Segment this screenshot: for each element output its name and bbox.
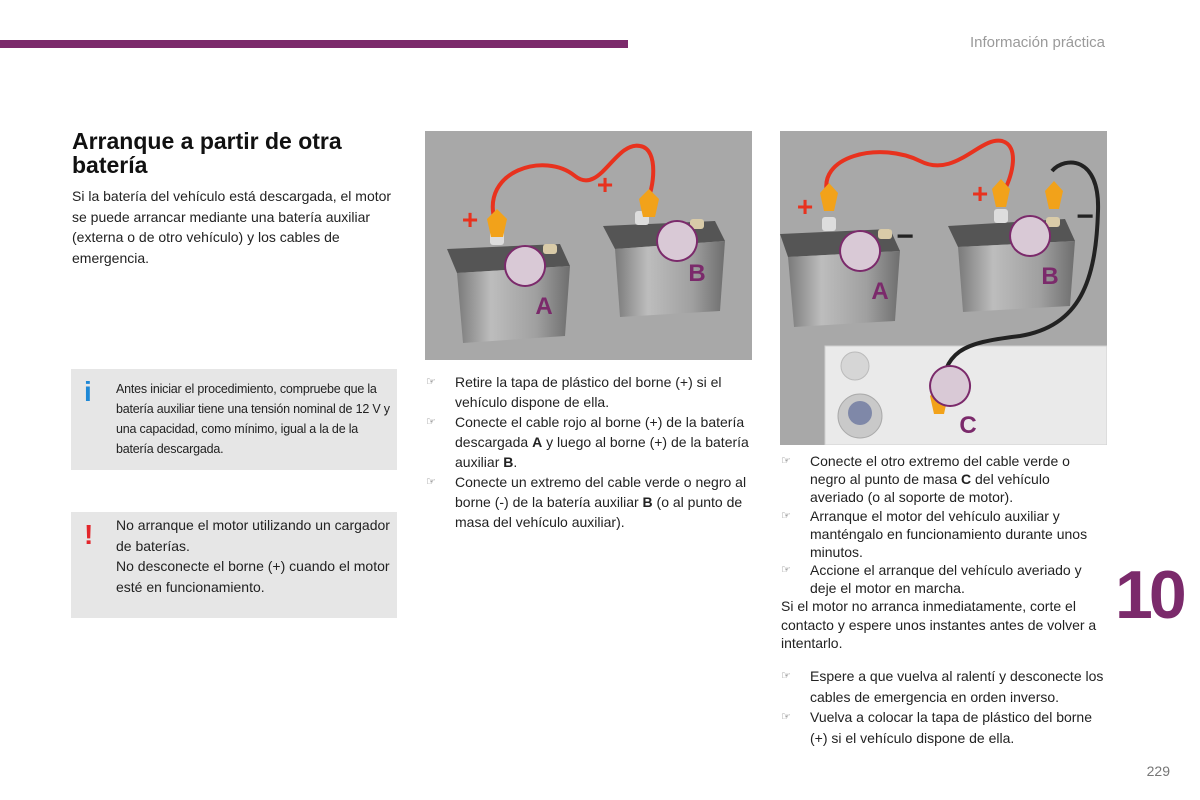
step-text: Conecte un extremo del cable verde o negro al borne (-) de la batería auxiliar <box>455 474 747 510</box>
step-text: Conecte el otro extremo del cable verde o negro al punto de masa <box>810 453 1070 488</box>
list-item <box>781 666 1111 707</box>
list-item <box>426 412 756 472</box>
figure-batteries-red-cable <box>425 131 752 360</box>
pointing-hand-icon: ☞ <box>781 509 791 522</box>
label-a: A <box>871 278 889 305</box>
warning-line-2: No desconecte el borne (+) cuando el motor esté en funcionamiento. <box>116 558 390 595</box>
pointing-hand-icon: ☞ <box>781 670 791 682</box>
info-note-box <box>71 369 397 470</box>
list-item <box>426 472 756 532</box>
step-text: Conecte el cable rojo al borne (+) de la batería descargada <box>455 414 745 450</box>
pointing-hand-icon: ☞ <box>781 711 791 723</box>
pointing-hand-icon: ☞ <box>426 376 436 388</box>
step-text: . <box>513 454 518 470</box>
section-title: Información práctica <box>969 34 1105 51</box>
list-item <box>781 452 1101 507</box>
battery-b <box>603 211 725 317</box>
step-text: y luego al borne (+) de la batería auxiliar <box>455 434 749 470</box>
figure-batteries-ground-point <box>780 131 1107 445</box>
pointing-hand-icon: ☞ <box>426 476 436 488</box>
battery-ref: B <box>642 494 653 510</box>
list-item <box>426 372 756 412</box>
step-text: (o al punto de masa del vehículo auxiliar). <box>455 494 743 530</box>
list-item <box>781 507 1101 562</box>
step-text: Espere a que vuelva al ralentí y desconecte los cables de emergencia en orden inverso. <box>810 668 1104 705</box>
label-a: A <box>535 293 553 320</box>
intro-paragraph: Si la batería del vehículo está descargada, el motor se puede arrancar mediante una batería auxiliar (externa o de otro vehículo) y los cables de emergencia. <box>72 188 392 266</box>
list-item <box>781 561 1101 597</box>
pointing-hand-icon: ☞ <box>781 455 791 467</box>
pointing-hand-icon: ☞ <box>426 416 436 428</box>
step-text: Arranque el motor del vehículo auxiliar y manténgalo en funcionamiento durante unos minutos. <box>810 507 1088 561</box>
ground-ref: C <box>961 471 972 488</box>
minus-sign-b: − <box>1076 200 1094 233</box>
warning-icon: ! <box>84 519 94 550</box>
warning-line-1: No arranque el motor utilizando un cargador de baterías. <box>116 517 390 554</box>
warning-note-box <box>71 512 397 618</box>
retry-note: Si el motor no arranca inmediatamente, corte el contacto y espere unos instantes antes de volver a intentarlo. <box>781 598 1097 651</box>
plus-sign-a: + <box>796 191 814 222</box>
info-note-text: Antes iniciar el procedimiento, compruebe que la batería auxiliar tiene una tensión nominal de 12 V y una capacidad, como mínimo, igual a la de la batería descargada. <box>116 382 390 456</box>
battery-a <box>780 217 900 327</box>
steps-list-2 <box>781 452 1101 598</box>
plus-sign-b: + <box>971 178 989 209</box>
pointing-hand-icon: ☞ <box>781 564 791 577</box>
label-c: C <box>959 412 977 439</box>
step-text: Vuelva a colocar la tapa de plástico del borne (+) si el vehículo dispone de ella. <box>810 709 1092 746</box>
battery-ref: A <box>532 434 543 450</box>
step-text: Accione el arranque del vehículo averiado y deje el motor en marcha. <box>810 562 1082 597</box>
label-b: B <box>688 260 706 287</box>
step-text: del vehículo averiado (o al soporte de motor). <box>810 471 1050 506</box>
battery-ref: B <box>503 454 514 470</box>
minus-sign-a: − <box>896 220 914 253</box>
steps-list-3 <box>781 666 1111 748</box>
steps-list-1 <box>426 372 756 532</box>
info-icon: i <box>84 376 92 407</box>
header-accent-bar <box>0 40 628 48</box>
label-b: B <box>1041 263 1059 290</box>
battery-diagram-2 <box>780 131 1107 445</box>
battery-diagram-1 <box>425 131 752 360</box>
plus-sign-a: + <box>461 204 479 235</box>
step-text: Retire la tapa de plástico del borne (+) si el vehículo dispone de ella. <box>455 374 722 410</box>
chapter-number: 10 <box>1115 557 1183 633</box>
plus-sign-b: + <box>596 169 614 200</box>
warning-note-text <box>116 515 391 597</box>
page-number: 229 <box>1146 763 1170 779</box>
page-title: Arranque a partir de otra batería <box>72 128 342 178</box>
list-item <box>781 707 1111 748</box>
